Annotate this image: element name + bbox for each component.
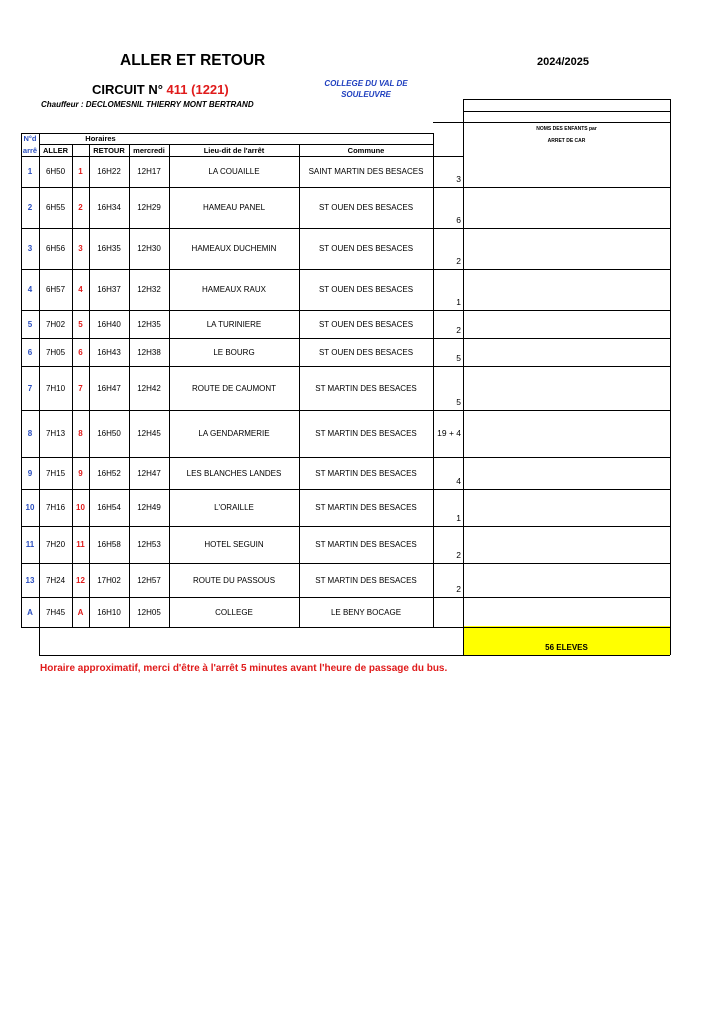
row-stop-number: 9: [27, 468, 33, 478]
row-student-count: 6: [456, 215, 461, 225]
row-return-stop-number: 4: [78, 285, 83, 294]
row-student-count: 4: [456, 476, 461, 486]
row-commune: ST OUEN DES BESACES: [318, 285, 414, 294]
row-student-count: 2: [456, 256, 461, 266]
names-frame-line: [463, 111, 670, 112]
row-lieu-dit: L'ORAILLE: [214, 503, 254, 512]
row-return-stop-number: 7: [78, 383, 83, 393]
row-aller-time: 7H02: [45, 319, 66, 329]
row-lieu-dit: LES BLANCHES LANDES: [186, 468, 282, 478]
row-retour-time: 16H52: [97, 468, 121, 478]
col-aller-label: ALLER: [43, 145, 68, 155]
row-retour-time: 16H43: [97, 347, 121, 357]
row-aller-time: 7H20: [45, 540, 66, 549]
college-line-1: COLLEGE DU VAL DE: [324, 79, 408, 88]
row-aller-time: 7H45: [45, 607, 66, 617]
names-header-line-2: ARRET DE CAR: [547, 138, 586, 144]
names-frame-top: [463, 99, 670, 100]
row-return-stop-number: 2: [78, 203, 83, 212]
row-stop-number: 4: [27, 285, 33, 294]
row-commune: ST MARTIN DES BESACES: [315, 575, 417, 585]
grid-v: [463, 122, 464, 627]
row-lieu-dit: LA COUAILLE: [208, 167, 260, 176]
row-retour-time: 16H10: [97, 607, 121, 617]
row-return-stop-number: 3: [78, 244, 83, 253]
row-student-count: 5: [456, 397, 461, 407]
row-student-count: 5: [456, 353, 461, 363]
row-aller-time: 7H24: [45, 575, 66, 585]
row-student-count: 1: [456, 297, 461, 307]
col-horaires-label: Horaires: [85, 134, 116, 143]
row-lieu-dit: LE BOURG: [213, 347, 255, 357]
names-frame-right: [670, 99, 671, 655]
chauffeur-line: Chauffeur : DECLOMESNIL THIERRY MONT BERTRAND: [41, 100, 254, 109]
row-stop-number: 3: [27, 244, 33, 253]
row-return-stop-number: 12: [76, 575, 85, 585]
row-stop-number: A: [27, 607, 33, 617]
names-frame-line: [463, 122, 670, 123]
row-lieu-dit: LA TURINIERE: [206, 319, 262, 329]
row-mercredi-time: 12H47: [137, 468, 161, 478]
row-aller-time: 7H16: [45, 503, 66, 512]
col-num-label-1: N°d: [23, 134, 37, 143]
row-commune: ST MARTIN DES BESACES: [315, 468, 417, 478]
row-aller-time: 7H10: [45, 383, 66, 393]
row-retour-time: 16H58: [97, 540, 121, 549]
row-aller-time: 6H50: [45, 167, 66, 176]
row-commune: ST MARTIN DES BESACES: [315, 540, 417, 549]
row-stop-number: 5: [27, 319, 33, 329]
row-mercredi-time: 12H35: [137, 319, 161, 329]
row-student-count: 2: [456, 584, 461, 594]
row-aller-time: 6H56: [45, 244, 66, 253]
row-stop-number: 6: [27, 347, 33, 357]
row-mercredi-time: 12H32: [137, 285, 161, 294]
page-title: ALLER ET RETOUR: [120, 52, 266, 69]
circuit-number: 411 (1221): [166, 82, 229, 97]
row-line: [21, 627, 670, 628]
circuit-label: CIRCUIT N°: [92, 82, 163, 97]
row-mercredi-time: 12H29: [137, 203, 161, 212]
row-mercredi-time: 12H57: [137, 575, 161, 585]
row-lieu-dit: LA GENDARMERIE: [198, 429, 270, 438]
row-stop-number: 13: [25, 575, 35, 585]
row-stop-number: 7: [27, 383, 33, 393]
row-retour-time: 16H47: [97, 383, 121, 393]
row-commune: LE BENY BOCAGE: [330, 607, 402, 617]
row-mercredi-time: 12H17: [137, 167, 161, 176]
row-mercredi-time: 12H38: [137, 347, 161, 357]
row-stop-number: 11: [25, 540, 35, 549]
timing-note: Horaire approximatif, merci d'être à l'arrêt 5 minutes avant l'heure de passage du bus.: [40, 663, 448, 674]
row-commune: ST OUEN DES BESACES: [318, 319, 414, 329]
row-return-stop-number: 8: [78, 429, 83, 438]
row-retour-time: 16H34: [97, 203, 121, 212]
row-stop-number: 10: [25, 503, 35, 512]
col-mercredi-label: mercredi: [133, 145, 165, 155]
row-retour-time: 16H37: [97, 285, 121, 294]
row-aller-time: 7H15: [45, 468, 66, 478]
row-commune: ST MARTIN DES BESACES: [315, 383, 417, 393]
row-lieu-dit: HAMEAUX RAUX: [201, 285, 266, 294]
row-retour-time: 16H35: [97, 244, 121, 253]
row-mercredi-time: 12H05: [137, 607, 161, 617]
row-mercredi-time: 12H53: [137, 540, 161, 549]
row-return-stop-number: A: [77, 607, 84, 617]
row-student-count: 19 + 4: [437, 427, 461, 438]
row-return-stop-number: 5: [78, 319, 83, 329]
row-return-stop-number: 6: [78, 347, 83, 357]
school-year: 2024/2025: [537, 56, 589, 68]
row-mercredi-time: 12H49: [137, 503, 161, 512]
row-commune: ST OUEN DES BESACES: [318, 347, 414, 357]
row-retour-time: 16H22: [97, 167, 121, 176]
row-return-stop-number: 9: [78, 468, 83, 478]
row-lieu-dit: HAMEAU PANEL: [202, 203, 266, 212]
row-aller-time: 7H05: [45, 347, 66, 357]
row-lieu-dit: ROUTE DE CAUMONT: [192, 383, 276, 393]
row-stop-number: 2: [27, 203, 33, 212]
total-students: 56 ELEVES: [463, 626, 670, 655]
count-col-top: [433, 122, 463, 123]
row-retour-time: 17H02: [97, 575, 121, 585]
row-return-stop-number: 1: [78, 167, 83, 176]
col-retour-label: RETOUR: [93, 145, 125, 155]
row-commune: ST OUEN DES BESACES: [318, 244, 414, 253]
row-student-count: 2: [456, 325, 461, 335]
row-lieu-dit: HOTEL SEGUIN: [204, 540, 264, 549]
college-name: [316, 78, 416, 100]
row-stop-number: 1: [27, 167, 33, 176]
row-aller-time: 6H57: [45, 285, 66, 294]
names-frame-bottom: [463, 655, 670, 656]
row-commune: ST MARTIN DES BESACES: [315, 503, 417, 512]
circuit-title: [92, 82, 229, 97]
row-student-count: 3: [456, 174, 461, 184]
row-return-stop-number: 10: [76, 503, 85, 512]
row-aller-time: 6H55: [45, 203, 66, 212]
row-mercredi-time: 12H45: [137, 429, 161, 438]
row-lieu-dit: HAMEAUX DUCHEMIN: [191, 244, 277, 253]
row-student-count: 1: [456, 513, 461, 523]
row-aller-time: 7H13: [45, 429, 66, 438]
row-commune: SAINT MARTIN DES BESACES: [308, 167, 424, 176]
row-mercredi-time: 12H30: [137, 244, 161, 253]
col-lieu-label: Lieu-dit de l'arrêt: [203, 145, 265, 155]
row-mercredi-time: 12H42: [137, 383, 161, 393]
names-header-line-1: NOMS DES ENFANTS par: [536, 126, 597, 132]
row-lieu-dit: COLLEGE: [215, 607, 253, 617]
college-line-2: SOULEUVRE: [341, 90, 391, 99]
col-num-label-2: arrê: [22, 145, 38, 155]
row-retour-time: 16H40: [97, 319, 121, 329]
row-student-count: 2: [456, 550, 461, 560]
footer-line: [39, 655, 463, 656]
row-commune: ST MARTIN DES BESACES: [315, 429, 417, 438]
row-retour-time: 16H54: [97, 503, 121, 512]
col-commune-label: Commune: [347, 145, 385, 155]
row-commune: ST OUEN DES BESACES: [318, 203, 414, 212]
row-return-stop-number: 11: [76, 540, 85, 549]
row-stop-number: 8: [27, 429, 33, 438]
row-retour-time: 16H50: [97, 429, 121, 438]
row-lieu-dit: ROUTE DU PASSOUS: [192, 575, 276, 585]
